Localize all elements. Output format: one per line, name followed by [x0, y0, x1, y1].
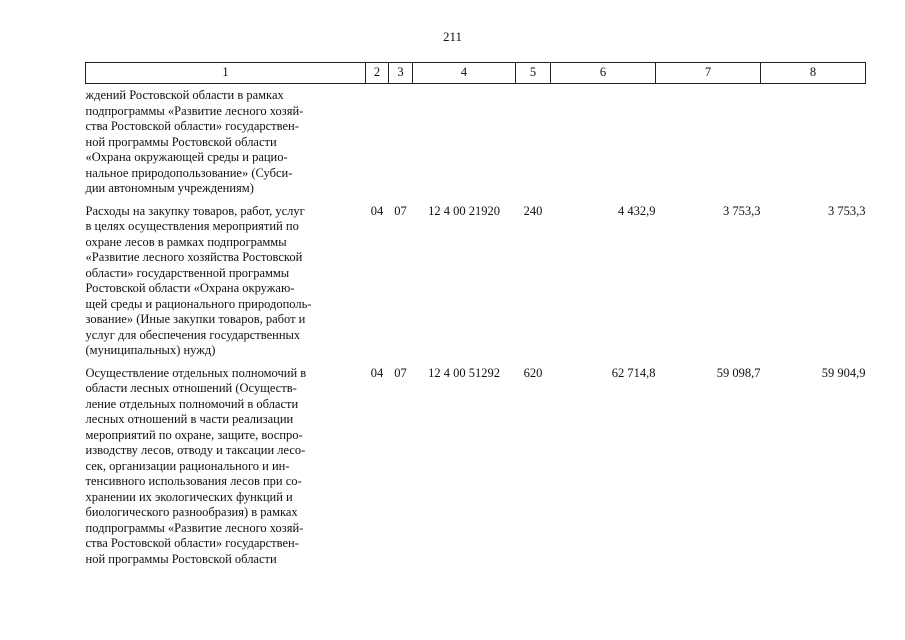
cell-rz: 04	[370, 365, 384, 380]
column-header: 3	[389, 63, 413, 84]
page-number: 211	[442, 29, 463, 44]
cell-year2	[656, 84, 761, 204]
cell-rz: 04	[370, 203, 384, 218]
cell-pr	[389, 84, 413, 204]
table-row	[86, 366, 866, 575]
column-header: 8	[761, 63, 866, 84]
cell-csr: 12 4 00 51292	[428, 365, 500, 380]
table-header-row	[86, 63, 866, 84]
column-header: 6	[551, 63, 656, 84]
cell-year2: 3 753,3	[723, 203, 761, 218]
cell-pr: 07	[394, 365, 407, 380]
row-description: ждений Ростовской области в рамках подпрограммы «Развитие лесного хозяй- ства Ростовской области» государствен- ной программы Ростовской области «Охрана окружающей среды и рацио- нальное природопользование» (Субси- дии автономным учреждениям)	[85, 88, 304, 195]
budget-table	[85, 62, 866, 574]
cell-vr	[516, 84, 551, 204]
cell-year3	[761, 84, 866, 204]
cell-vr: 240	[523, 203, 543, 218]
cell-year1: 62 714,8	[611, 365, 656, 380]
cell-year3: 3 753,3	[828, 203, 866, 218]
cell-year1	[551, 84, 656, 204]
cell-csr	[413, 84, 516, 204]
cell-vr: 620	[523, 365, 543, 380]
cell-year2: 59 098,7	[716, 365, 761, 380]
column-header: 5	[516, 63, 551, 84]
row-description: Расходы на закупку товаров, работ, услуг в целях осуществления мероприятий по охране лесов в рамках подпрограммы «Развитие лесного хозяйства Ростовской области» государственной программы Ростовской области «Охрана окружаю- щей среды и рационального природополь- зование» (Иные закупки товаров, работ и услуг для обеспечения государственных (муниципальных) нужд)	[85, 203, 312, 357]
column-header: 2	[366, 63, 389, 84]
table-row	[86, 84, 866, 204]
column-header: 7	[656, 63, 761, 84]
cell-rz	[366, 84, 389, 204]
cell-csr: 12 4 00 21920	[428, 203, 500, 218]
cell-year1: 4 432,9	[618, 203, 656, 218]
table-row	[86, 204, 866, 366]
cell-year3: 59 904,9	[821, 365, 866, 380]
column-header: 1	[86, 63, 366, 84]
row-description: Осуществление отдельных полномочий в области лесных отношений (Осуществ- ление отдельных полномочий в области лесных отношений в части реализации мероприятий по охране, защите, воспро- изводству лесов, отводу и таксации лесо- сек, организации рационального и ин- тенсивного использования лесов при со- хранении их экологических функций и биологического разнообразия) в рамках подпрограммы «Развитие лесного хозяй- ства Ростовской области» государствен- ной программы Ростовской области	[85, 365, 307, 566]
column-header: 4	[413, 63, 516, 84]
cell-pr: 07	[394, 203, 407, 218]
